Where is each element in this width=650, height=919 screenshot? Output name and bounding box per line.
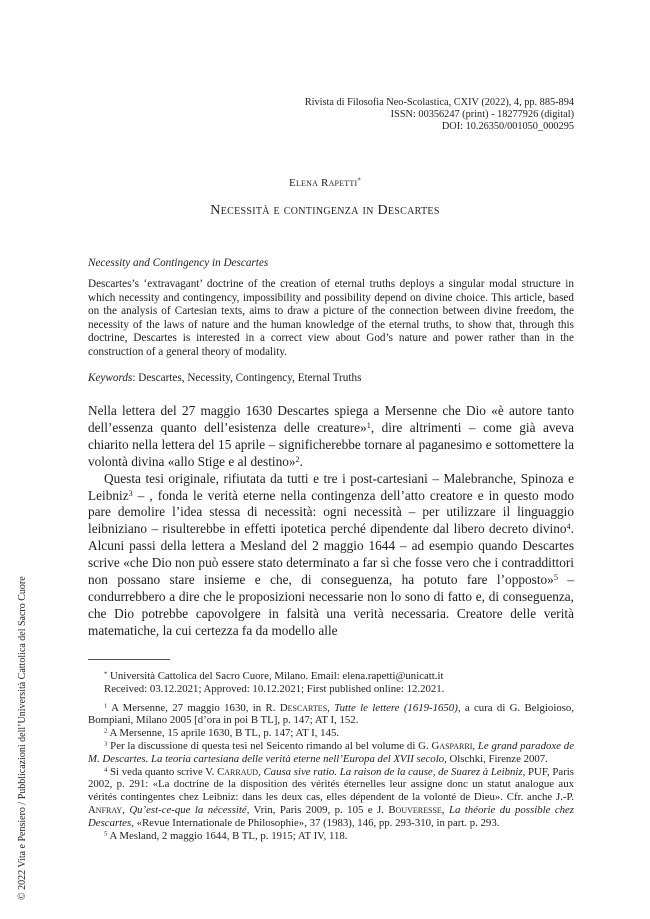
text-run: , xyxy=(472,739,478,752)
affiliation-text: Università Cattolica del Sacro Cuore, Milano. Email: elena.rapetti@unicatt.it xyxy=(107,670,444,682)
author-small-caps: Descartes xyxy=(279,701,328,714)
author-footnote-mark: * xyxy=(357,177,361,185)
text-run: Si veda quanto scrive V. xyxy=(107,765,218,778)
paragraph-1 xyxy=(88,403,574,471)
text-run: – condurrebbero a dire che le proposizioni necessarie non lo sono di fatto e, di conseguenza, che Dio potrebbe capovolgere in falsità una verità necessaria. Creatore delle verità matematiche, la cui certezza fa da modello alle xyxy=(88,572,574,638)
footnote-number: 3 xyxy=(104,740,108,748)
footnote-number: 4 xyxy=(104,766,108,774)
text-run: Nella lettera del 27 maggio 1630 Descartes spiega a Mersenne che Dio «è autore tanto dell’essenza quanto dell’esistenza delle creature» xyxy=(88,403,574,435)
abstract-text: Descartes’s ‘extravagant’ doctrine of the creation of eternal truths deploys a singular modal structure in which necessity and contingency, impossibility and possibility depend on divine choice. This article, based on the analysis of Cartesian texts, aims to draw a picture of the connection between divine freedom, the necessity of the laws of nature and the human knowledge of the eternal truths, to show that, through this doctrine, Descartes is interested in a correct view about God’s nature and power rather than in the construction of a general theory of modality. xyxy=(88,278,574,358)
footnote-ref[interactable]: 2 xyxy=(295,454,300,464)
text-run: . xyxy=(299,453,303,469)
footnote-ref[interactable]: 3 xyxy=(128,488,133,498)
text-run: A Mersenne, 15 aprile 1630, B TL, p. 147; AT I, 145. xyxy=(107,727,340,740)
keywords-list: : Descartes, Necessity, Contingency, Eternal Truths xyxy=(132,372,362,384)
abstract-heading: Necessity and Contingency in Descartes xyxy=(88,257,269,269)
keywords xyxy=(88,372,574,384)
text-run: , xyxy=(122,803,130,816)
footnotes xyxy=(88,670,574,842)
footnote-1 xyxy=(88,702,574,728)
work-title: La théorie du possible chez Descartes xyxy=(88,803,575,829)
author-small-caps: Gasparri xyxy=(431,739,473,752)
body-text xyxy=(88,403,574,640)
work-title: Le grand paradoxe de M. Descartes. La teoria cartesiana delle verità eterne nell’Europa del XVII secolo xyxy=(88,739,574,765)
dates-text: Received: 03.12.2021; Approved: 10.12.2021; First published online: 12.2021. xyxy=(104,682,445,695)
footnote-4 xyxy=(88,766,574,830)
footnote-mark: * xyxy=(104,670,108,678)
footnote-5 xyxy=(88,830,574,843)
footnote-ref[interactable]: 5 xyxy=(553,572,558,582)
text-run: , xyxy=(441,803,449,816)
text-run: A Mersenne, 27 maggio 1630, in R. xyxy=(107,701,280,714)
text-run: , xyxy=(327,701,335,714)
text-run: A Mesland, 2 maggio 1644, B TL, p. 1915; AT IV, 118. xyxy=(107,829,348,842)
text-run: – , fonda le verità eterne nella contingenza dell’atto creatore e in questo modo pare demolire l’idea stessa di necessità: ogni necessità – per utilizzare il linguaggio leibniziano – risulterebbe in effetti ipotetica perché dipendente dal libero decreto divino xyxy=(88,487,574,537)
text-run: , Olschki, Firenze 2007. xyxy=(444,752,548,765)
work-title: Tutte le lettere (1619-1650) xyxy=(334,701,458,714)
text-run: , «Revue Internationale de Philosophie», 37 (1983), 146, pp. 293-310, in part. p. 293. xyxy=(131,816,500,829)
text-run: , Vrin, Paris 2009, p. 105 e J. xyxy=(246,803,389,816)
journal-citation: Rivista di Filosofia Neo-Scolastica, CXIV (2022), 4, pp. 885-894 xyxy=(304,97,574,108)
text-run: , a cura di G. Belgioioso, Bompiani, Milano 2005 [d’ora in poi B TL], p. 147; AT I, 152. xyxy=(88,701,575,727)
footnote-ref[interactable]: 4 xyxy=(566,522,571,532)
journal-issn: ISSN: 00356247 (print) - 18277926 (digital) xyxy=(390,109,574,120)
author-name: Elena Rapetti xyxy=(289,177,358,189)
text-run: , dire altrimenti – come già aveva chiarito nella lettera del 15 aprile – significherebbe tornare al paganesimo e sottomettere la volontà divina «allo Stige e al destino» xyxy=(88,419,574,469)
footnote-affiliation xyxy=(88,670,574,683)
author-small-caps: Anfray xyxy=(88,803,123,816)
keywords-label: Keywords xyxy=(88,372,133,384)
text-run: . Alcuni passi della lettera a Mesland del 2 maggio 1644 – ad esempio quando Descartes scrive «che Dio non può essere stato determinato a far sì che fosse vero che i contraddittori non possano stare insieme e che, di conseguenza, ha potuto fare l’opposto» xyxy=(88,521,574,588)
work-title: Qu’est-ce-que la nécessité xyxy=(129,803,247,816)
footnote-2 xyxy=(88,727,574,740)
footnote-dates xyxy=(88,683,574,696)
text-run: , xyxy=(258,765,264,778)
author-small-caps: Carraud xyxy=(217,765,259,778)
journal-doi: DOI: 10.26350/001050_000295 xyxy=(441,121,574,132)
footnote-number: 2 xyxy=(104,727,108,735)
footnote-rule xyxy=(88,659,170,660)
footnote-ref[interactable]: 1 xyxy=(366,420,371,430)
text-run: , PUF, Paris 2002, p. 291: «La doctrine de la disposition des vérités éternelles leur assigne donc un statut analogue aux vérités contingentes chez Leibniz: dans les deux cas, elles dépendent de la volonté de Dieu». Cfr. anche J.-P. xyxy=(88,765,574,804)
work-title: Causa sive ratio. La raison de la cause, de Suarez à Leibniz xyxy=(263,765,523,778)
paragraph-2 xyxy=(88,471,574,640)
footnote-number: 5 xyxy=(104,830,108,838)
author-line xyxy=(0,177,650,189)
text-run: Questa tesi originale, rifiutata da tutti e tre i post-cartesiani – Malebranche, Spinoza e Leibniz xyxy=(88,470,574,503)
copyright-sidebar: © 2022 Vita e Pensiero / Pubblicazioni dell’Università Cattolica del Sacro Cuore xyxy=(17,576,28,900)
author-small-caps: Bouveresse xyxy=(388,803,442,816)
footnote-3 xyxy=(88,740,574,766)
article-title: Necessità e contingenza in Descartes xyxy=(210,203,440,218)
text-run: Per la discussione di questa tesi nel Seicento rimando al bel volume di G. xyxy=(107,739,432,752)
footnote-number: 1 xyxy=(104,702,108,710)
